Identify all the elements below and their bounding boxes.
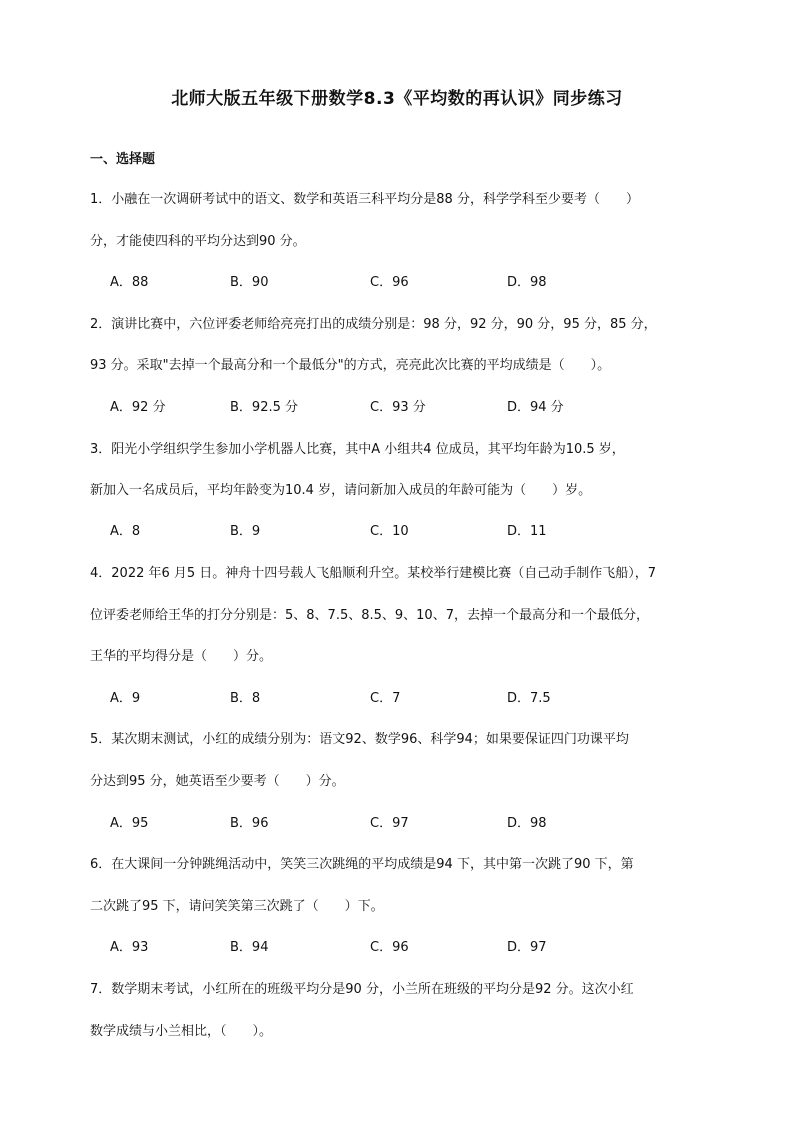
option-b[interactable]: B．90 <box>230 275 269 290</box>
question-1-line-2: 分，才能使四科的平均分达到90 分。 <box>90 234 306 249</box>
option-b[interactable]: B．94 <box>230 940 269 955</box>
option-d[interactable]: D．98 <box>507 816 547 831</box>
question-5-line-2: 分达到95 分，她英语至少要考（ ）分。 <box>90 774 345 789</box>
option-d[interactable]: D．7.5 <box>507 691 551 706</box>
section-heading: 一、选择题 <box>90 152 156 167</box>
option-a[interactable]: A．95 <box>110 816 149 831</box>
question-3-line-2: 新加入一名成员后，平均年龄变为10.4 岁，请问新加入成员的年龄可能为（ ）岁。 <box>90 483 592 498</box>
option-c[interactable]: C．7 <box>370 691 401 706</box>
question-5-line-1: 5．某次期末测试，小红的成绩分别为：语文92、数学96、科学94；如果要保证四门功课平均 <box>90 732 629 747</box>
option-c[interactable]: C．97 <box>370 816 409 831</box>
question-3-line-1: 3．阳光小学组织学生参加小学机器人比赛，其中A 小组共4 位成员，其平均年龄为10.5 岁， <box>90 442 625 457</box>
option-b[interactable]: B．96 <box>230 816 269 831</box>
option-c[interactable]: C．96 <box>370 275 409 290</box>
option-d[interactable]: D．97 <box>507 940 547 955</box>
document-title: 北师大版五年级下册数学8.3《平均数的再认识》同步练习 <box>171 89 623 109</box>
question-4-line-1: 4．2022 年6 月5 日。神舟十四号载人飞船顺利升空。某校举行建模比赛（自己动手制作飞船），7 <box>90 566 657 581</box>
option-b[interactable]: B．8 <box>230 691 261 706</box>
option-c[interactable]: C．93 分 <box>370 400 426 415</box>
option-c[interactable]: C．96 <box>370 940 409 955</box>
option-a[interactable]: A．8 <box>110 524 141 539</box>
question-6-line-2: 二次跳了95 下，请问笑笑第三次跳了（ ）下。 <box>90 899 384 914</box>
question-1-line-1: 1．小融在一次调研考试中的语文、数学和英语三科平均分是88 分，科学学科至少要考（ ） <box>90 192 639 207</box>
option-b[interactable]: B．92.5 分 <box>230 400 298 415</box>
question-4-line-3: 王华的平均得分是（ ）分。 <box>90 649 273 664</box>
option-a[interactable]: A．92 分 <box>110 400 166 415</box>
option-d[interactable]: D．98 <box>507 275 547 290</box>
question-7-line-1: 7．数学期末考试，小红所在的班级平均分是90 分，小兰所在班级的平均分是92 分。这次小红 <box>90 982 634 997</box>
option-a[interactable]: A．88 <box>110 275 149 290</box>
option-d[interactable]: D．11 <box>507 524 547 539</box>
question-6-line-1: 6．在大课间一分钟跳绳活动中，笑笑三次跳绳的平均成绩是94 下，其中第一次跳了90 下，第 <box>90 857 634 872</box>
option-a[interactable]: A．93 <box>110 940 149 955</box>
question-2-line-1: 2．演讲比赛中，六位评委老师给亮亮打出的成绩分别是：98 分，92 分，90 分，95 分，85 分， <box>90 317 657 332</box>
option-a[interactable]: A．9 <box>110 691 141 706</box>
option-c[interactable]: C．10 <box>370 524 409 539</box>
option-b[interactable]: B．9 <box>230 524 261 539</box>
question-2-line-2: 93 分。采取"去掉一个最高分和一个最低分"的方式，亮亮此次比赛的平均成绩是（ ）。 <box>90 358 611 373</box>
question-4-line-2: 位评委老师给王华的打分分别是：5、8、7.5、8.5、9、10、7，去掉一个最高分和一个最低分， <box>90 608 649 623</box>
option-d[interactable]: D．94 分 <box>507 400 564 415</box>
question-7-line-2: 数学成绩与小兰相比，（ ）。 <box>90 1024 273 1039</box>
